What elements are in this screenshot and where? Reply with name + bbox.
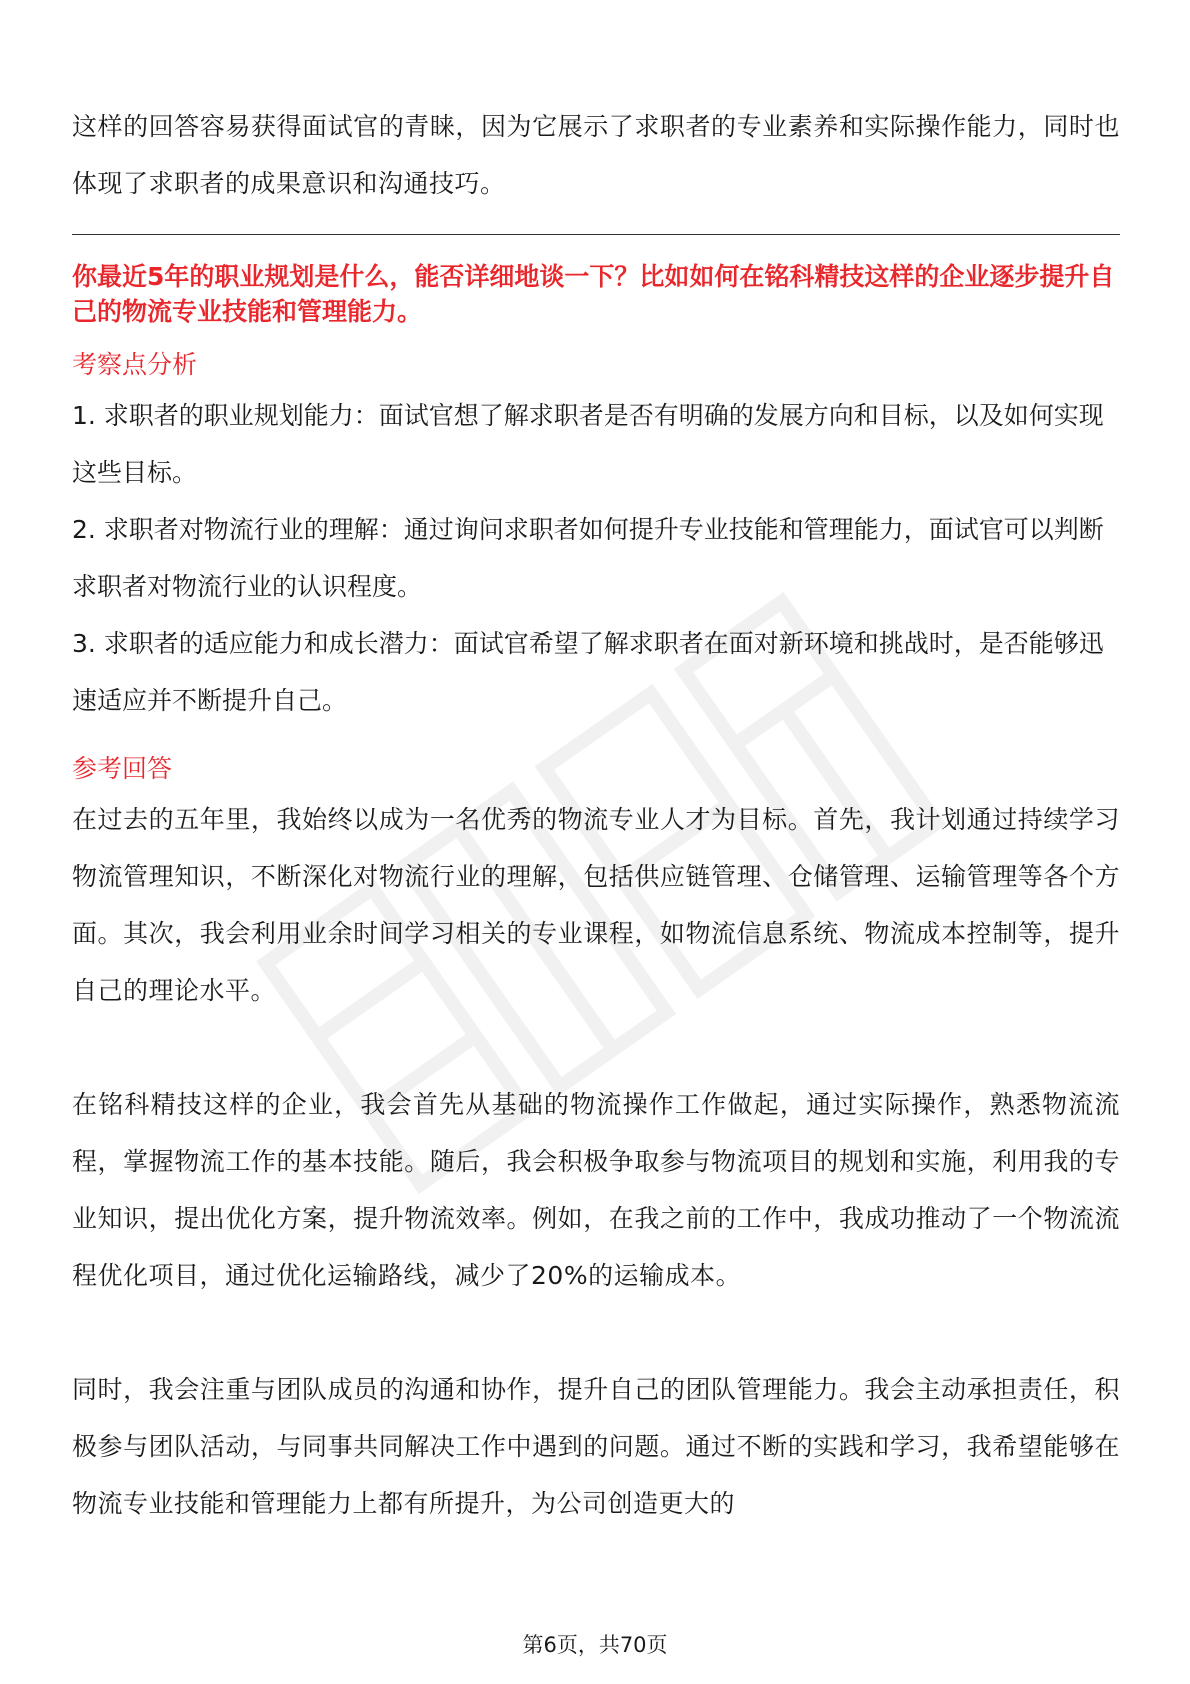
interview-question: 你最近5年的职业规划是什么，能否详细地谈一下？比如如何在铭科精技这样的企业逐步提升自己的物流专业技能和管理能力。 [72,262,1115,326]
analysis-item: 2. 求职者对物流行业的理解：通过询问求职者如何提升专业技能和管理能力，面试官可以判断求职者对物流行业的认识程度。 [72,515,1104,601]
page-content [72,98,1120,1532]
analysis-item: 1. 求职者的职业规划能力：面试官想了解求职者是否有明确的发展方向和目标，以及如何实现这些目标。 [72,401,1104,487]
page-number: 第6页，共70页 [522,1633,668,1657]
section-divider [72,234,1120,235]
answer-paragraph: 同时，我会注重与团队成员的沟通和协作，提升自己的团队管理能力。我会主动承担责任，积极参与团队活动，与同事共同解决工作中遇到的问题。通过不断的实践和学习，我希望能够在物流专业技能和管理能力上都有所提升，为公司创造更大的 [72,1375,1120,1518]
intro-paragraph: 这样的回答容易获得面试官的青睐，因为它展示了求职者的专业素养和实际操作能力，同时也体现了求职者的成果意识和沟通技巧。 [72,112,1120,198]
analysis-heading: 考察点分析 [72,350,198,379]
answer-paragraph: 在铭科精技这样的企业，我会首先从基础的物流操作工作做起，通过实际操作，熟悉物流流程，掌握物流工作的基本技能。随后，我会积极争取参与物流项目的规划和实施，利用我的专业知识，提出优化方案，提升物流效率。例如，在我之前的工作中，我成功推动了一个物流流程优化项目，通过优化运输路线，减少了20%的运输成本。 [72,1090,1120,1290]
answer-heading: 参考回答 [72,754,173,783]
analysis-item: 3. 求职者的适应能力和成长潜力：面试官希望了解求职者在面对新环境和挑战时，是否能够迅速适应并不断提升自己。 [72,629,1104,715]
answer-paragraph: 在过去的五年里，我始终以成为一名优秀的物流专业人才为目标。首先，我计划通过持续学习物流管理知识，不断深化对物流行业的理解，包括供应链管理、仓储管理、运输管理等各个方面。其次，我会利用业余时间学习相关的专业课程，如物流信息系统、物流成本控制等，提升自己的理论水平。 [72,805,1120,1005]
